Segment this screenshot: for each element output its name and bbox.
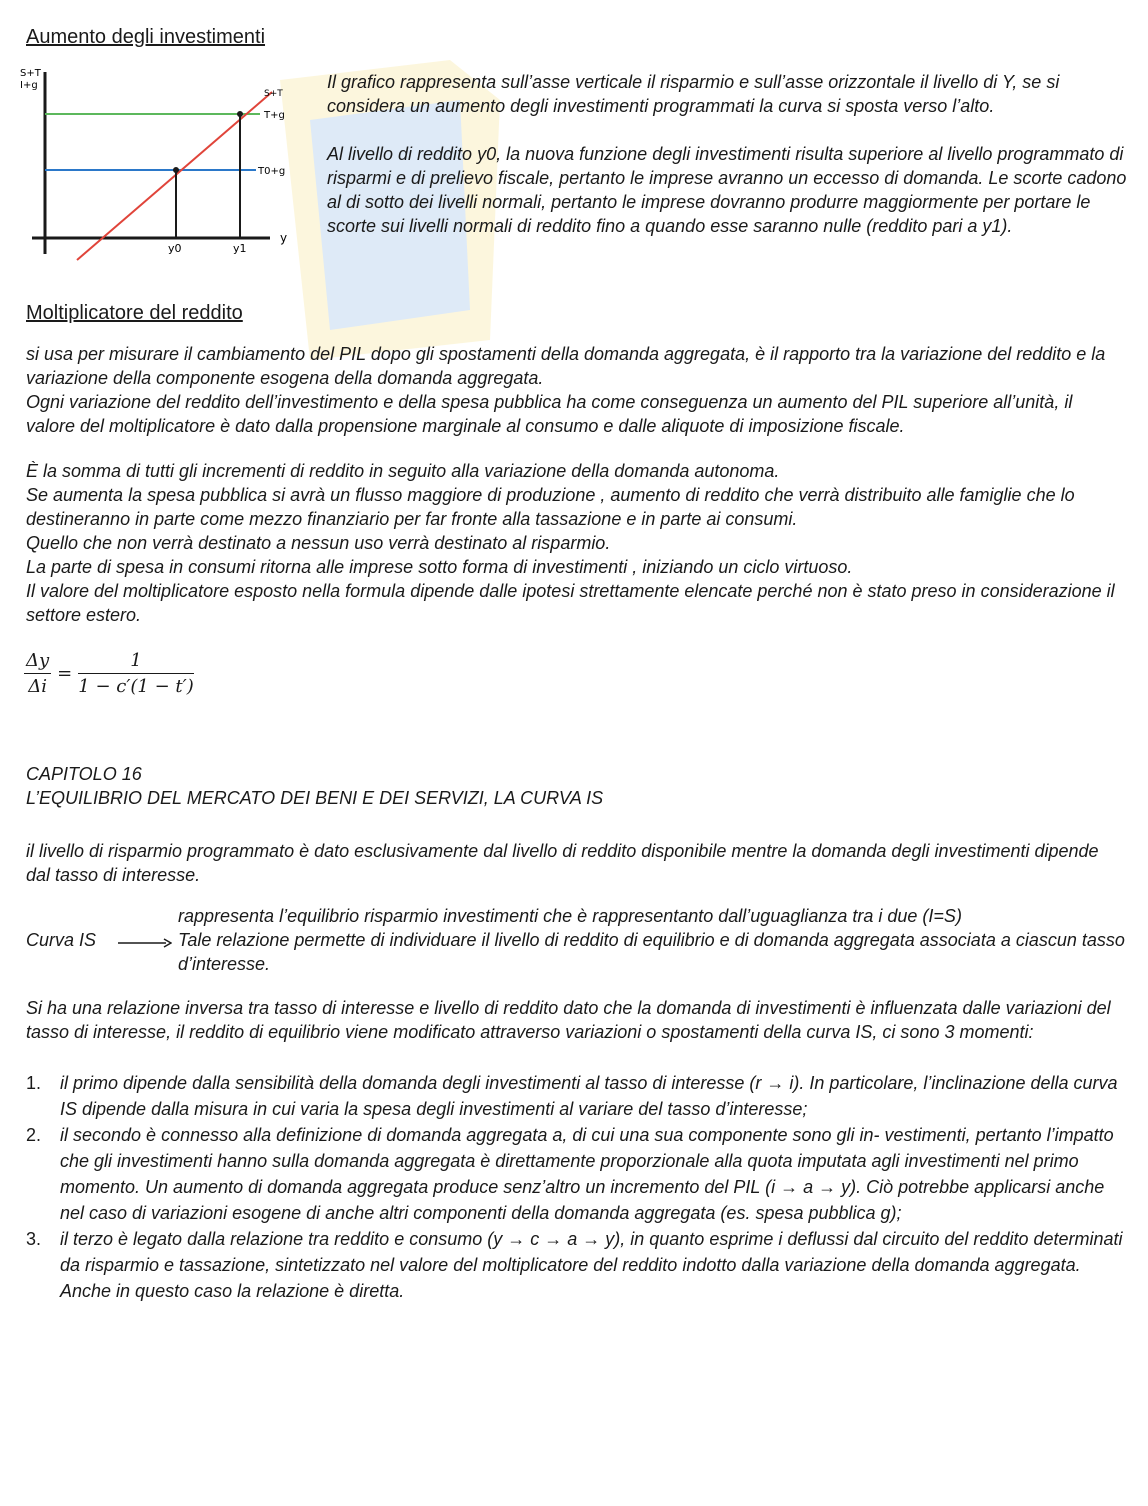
text-line: Se aumenta la spesa pubblica si avrà un flusso maggiore di produzione , aumento di reddito che verrà distribuito alle famiglie che lo destineranno in parte come mezzo finanziario per far fronte alla tassazione e in parte ai consumi. <box>26 485 1075 529</box>
text-line: si usa per misurare il cambiamento del PIL dopo gli spostamenti della domanda aggregata, è il rapporto tra la variazione del reddito e la variazione della componente esogena della domanda aggregata. <box>26 344 1106 388</box>
graph-description-1: Il grafico rappresenta sull’asse verticale il risparmio e sull’asse orizzontale il livello di Y, se si considera un aumento degli investimenti programmati la curva si sposta verso l’alto. <box>327 72 1060 116</box>
moments-list <box>26 1070 1126 1304</box>
multiplier-formula <box>24 650 194 697</box>
moltiplicatore-text-b <box>26 459 1126 627</box>
x-axis-label: y <box>280 231 288 245</box>
text-line: Quello che non verrà destinato a nessun uso verrà destinato al risparmio. <box>26 533 611 553</box>
text-line: Tale relazione permette di individuare il livello di reddito di equilibrio e di domanda aggregata associata a ciascun tasso d’interesse. <box>178 930 1125 974</box>
curva-is-paragraph: Si ha una relazione inversa tra tasso di interesse e livello di reddito dato che la domanda di investimenti è influenzata dalle variazioni del tasso di interesse, il reddito di equilibrio viene modificato attraverso variazioni o spostamenti della curva IS, ci sono 3 momenti: <box>26 998 1111 1042</box>
curva-is-label: Curva IS <box>26 930 97 950</box>
section-heading-investimenti: Aumento degli investimenti <box>26 26 266 48</box>
text-line: Ogni variazione del reddito dell’investimento e della spesa pubblica ha come conseguenza un aumento del PIL superiore all’unità, il valore del moltiplicatore è dato dalla propensione marginale al consumo e dalle aliquote di imposizione fiscale. <box>26 392 1073 436</box>
formula-rhs: $\frac{1}{1 - c'(1 - t')}$ <box>78 650 194 697</box>
green-line-label: T+g <box>264 110 285 121</box>
moltiplicatore-text-a <box>26 342 1126 438</box>
curva-is-definition <box>178 904 1128 976</box>
blue-line-label: T0+g <box>258 166 286 177</box>
text-line: rappresenta l’equilibrio risparmio investimenti che è rappresentanto dall’uguaglianza tra i due (I=S) <box>178 906 962 926</box>
formula-lhs: $\frac{\Delta y}{\Delta i}$ <box>26 650 50 697</box>
text-line: Il valore del moltiplicatore esposto nella formula dipende dalle ipotesi strettamente elencate perché non è stato preso in considerazione il settore estero. <box>26 581 1115 625</box>
formula-equals: = <box>57 663 73 684</box>
red-line-label: S+T <box>264 89 283 99</box>
tick-y0: y0 <box>168 242 182 255</box>
chapter-number: CAPITOLO 16 <box>26 764 142 784</box>
chapter-intro: il livello di risparmio programmato è dato esclusivamente dal livello di reddito disponibile mentre la domanda degli investimenti dipende dal tasso di interesse. <box>26 841 1099 885</box>
text-line: La parte di spesa in consumi ritorna alle imprese sotto forma di investimenti , iniziando un ciclo virtuoso. <box>26 557 853 577</box>
list-item: 1. il primo dipende dalla sensibilità della domanda degli investimenti al tasso di interesse (r → i). In particolare, l’inclinazione della curva IS dipende dalla misura in cui varia la spesa degli investimenti al variare del tasso d’interesse; <box>26 1073 1118 1119</box>
text-line: È la somma di tutti gli incrementi di reddito in seguito alla variazione della domanda autonoma. <box>26 461 780 481</box>
list-item: 3. il terzo è legato dalla relazione tra reddito e consumo (y → c → a → y), in quanto esprime i deflussi dal circuito del reddito determinati da risparmio e tassazione, sintetizzato nel valore del moltiplicatore del reddito indotto dalla variazione della domanda aggregata. Anche in questo caso la relazione è diretta. <box>26 1229 1123 1301</box>
savings-investment-graph <box>20 64 300 264</box>
chapter-title: L’EQUILIBRIO DEL MERCATO DEI BENI E DEI SERVIZI, LA CURVA IS <box>26 788 604 808</box>
graph-description-2: Al livello di reddito y0, la nuova funzione degli investimenti risulta superiore al livello programmato di risparmi e di prelievo fiscale, pertanto le imprese avranno un eccesso di domanda. Le scorte cadono al di sotto dei livelli normali, pertanto le imprese dovranno produrre maggiormente per portare le scorte sui livelli normali di reddito fino a quando esse saranno nulle (reddito pari a y1). <box>327 144 1127 236</box>
section-heading-moltiplicatore: Moltiplicatore del reddito <box>26 302 243 324</box>
equilibrium-point-y1 <box>237 111 243 117</box>
tick-y1: y1 <box>233 242 247 255</box>
y-axis-label-bottom: I+g <box>20 80 38 91</box>
y-axis-label-top: S+T <box>20 68 41 79</box>
list-item: 2. il secondo è connesso alla definizione di domanda aggregata a, di cui una sua componente sono gli in- vestimenti, pertanto l’impatto che gli investimenti hanno sulla domanda aggregata è direttamente proporzionale alla quota imputata agli investimenti nel primo momento. Un aumento di domanda aggregata produce senz’altro un incremento del PIL (i → a → y). Ciò potrebbe applicarsi anche nel caso di variazioni esogene di anche altri componenti della domanda aggregata (es. spesa pubblica g); <box>26 1125 1114 1223</box>
equilibrium-point-y0 <box>173 167 179 173</box>
arrow-icon <box>118 938 172 948</box>
red-line-s-plus-t <box>77 92 272 260</box>
